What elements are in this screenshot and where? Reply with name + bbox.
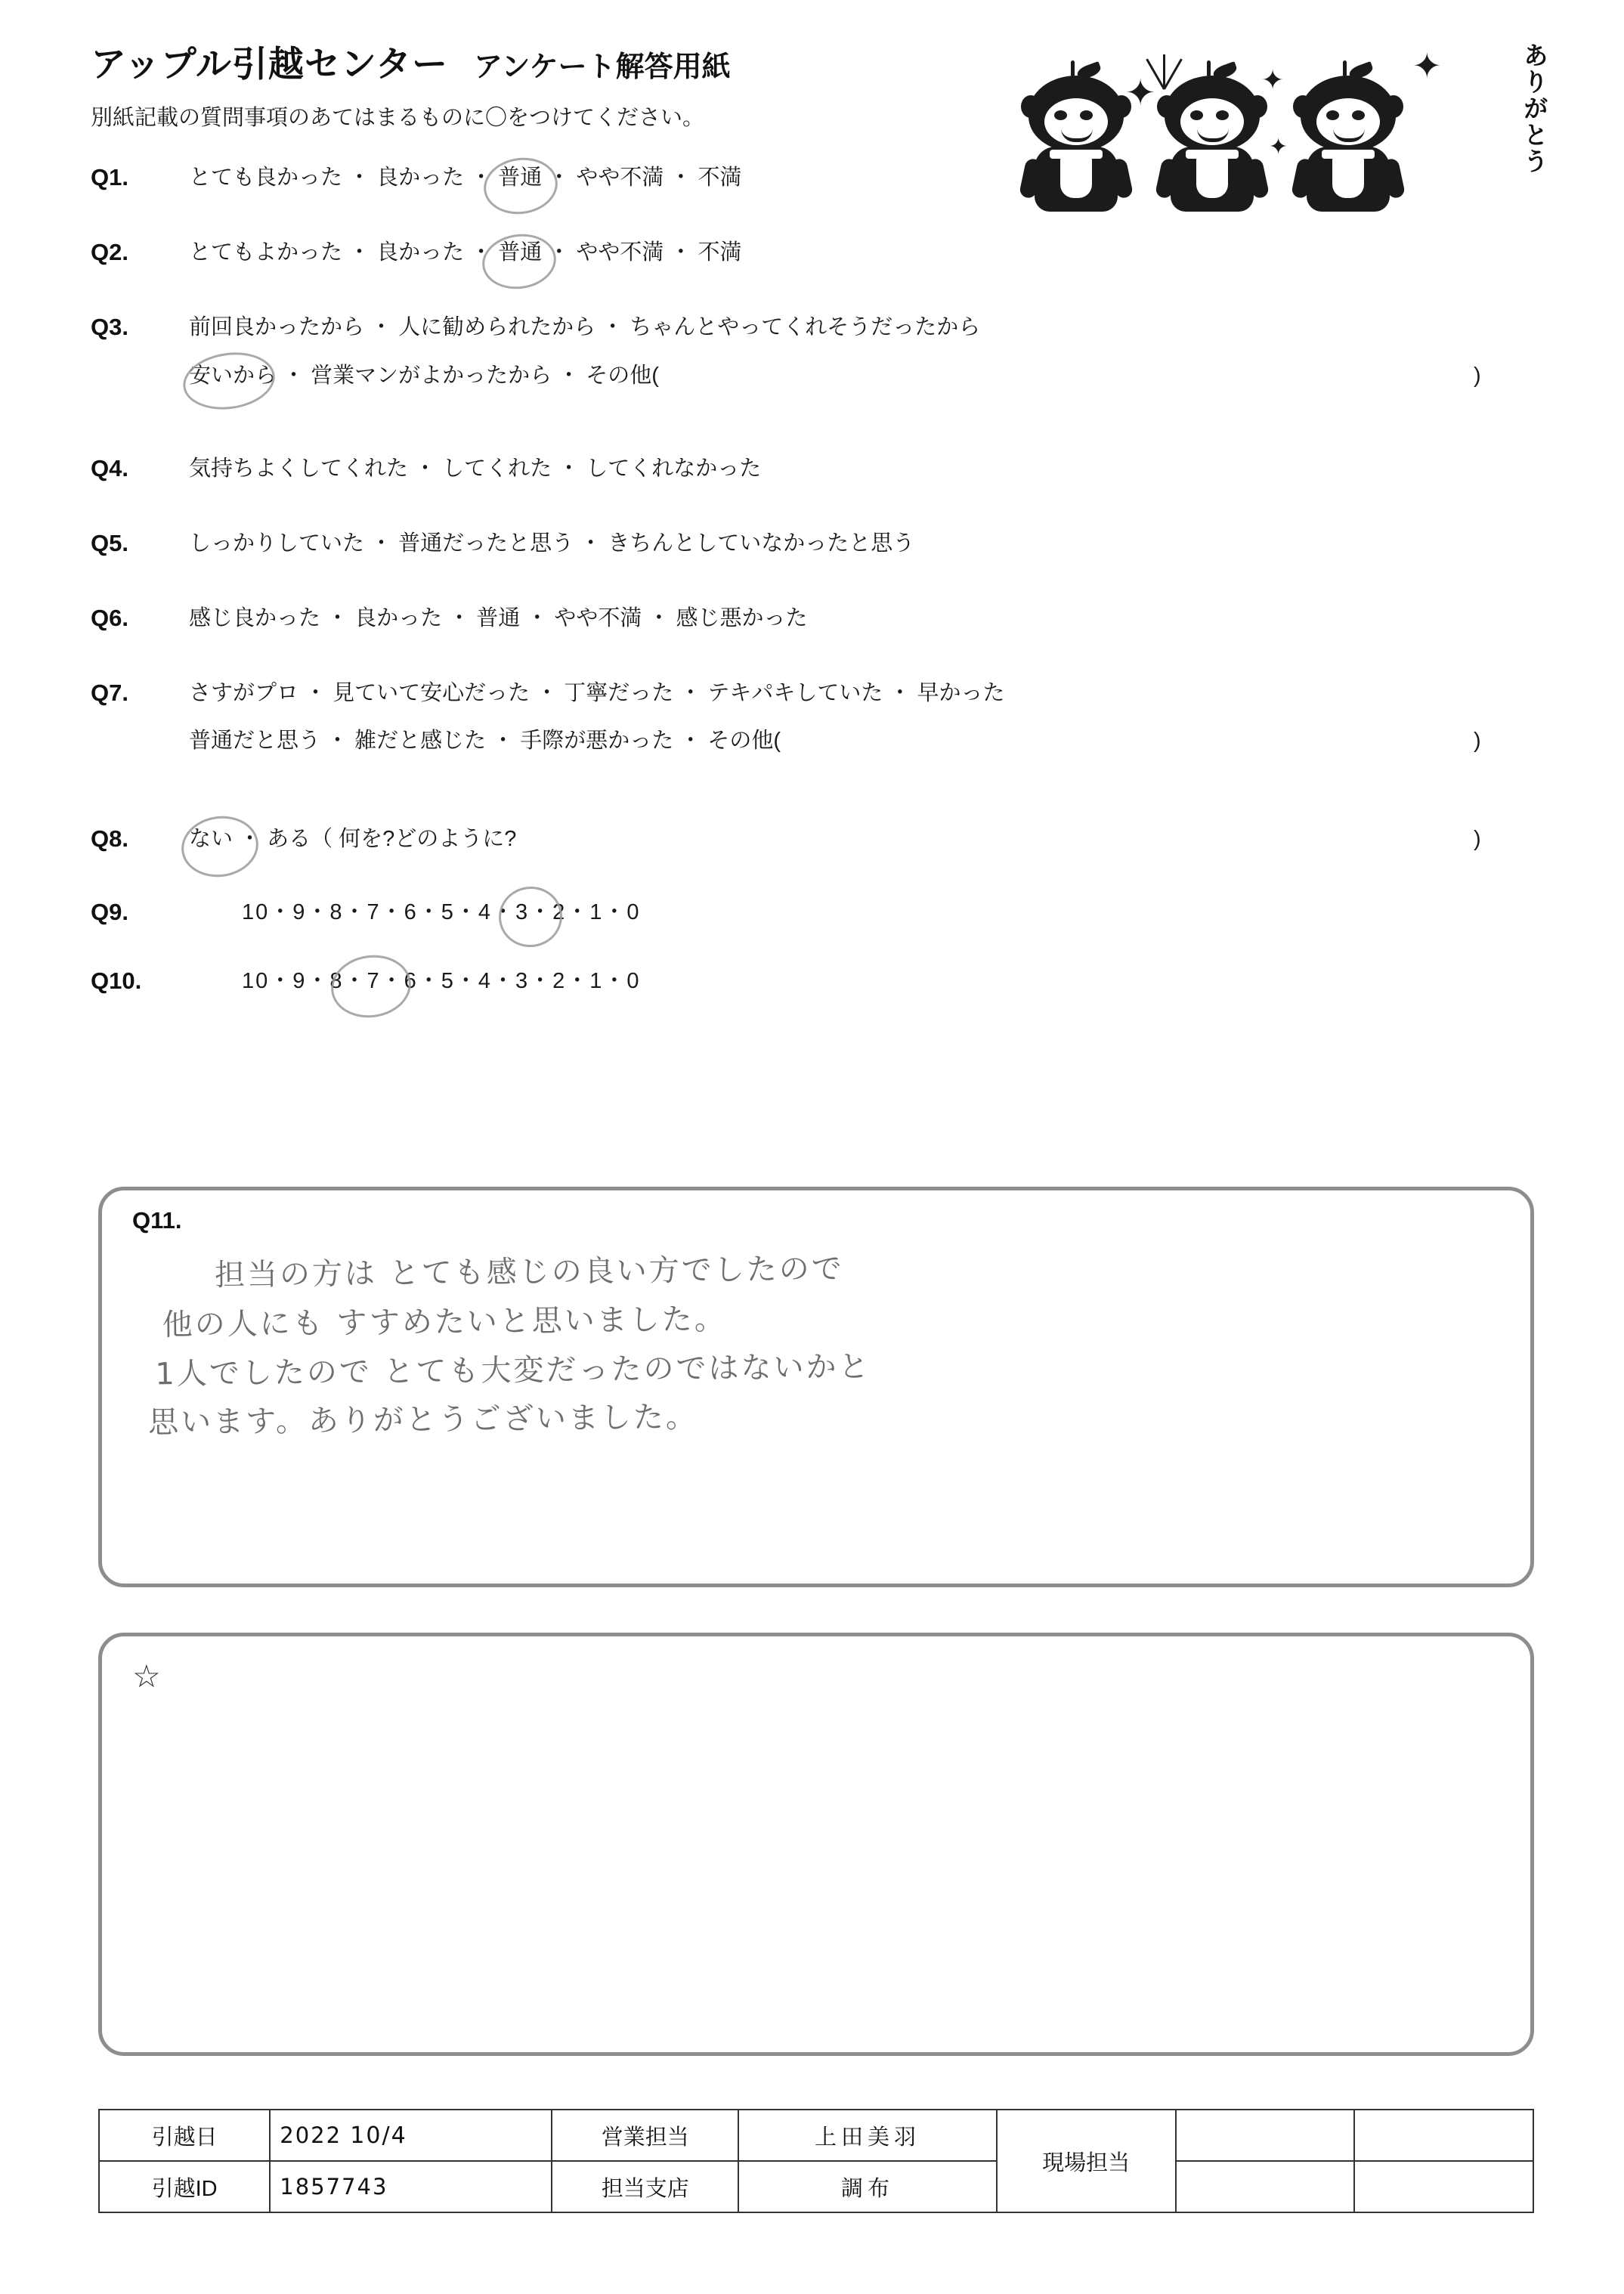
question-label: Q3. bbox=[91, 314, 128, 341]
question-options[interactable]: しっかりしていた ・ 普通だったと思う ・ きちんとしていなかったと思う bbox=[189, 531, 915, 556]
question-label: Q8. bbox=[91, 825, 128, 852]
question-options[interactable]: とても良かった ・ 良かった ・ 普通 ・ やや不満 ・ 不満 bbox=[189, 166, 742, 190]
question-q3 bbox=[91, 312, 1527, 391]
table-row bbox=[99, 2161, 1533, 2212]
question-options-line2[interactable]: 安いから ・ 営業マンがよかったから ・ その他( bbox=[189, 363, 659, 388]
question-options[interactable]: とてもよかった ・ 良かった ・ 普通 ・ やや不満 ・ 不満 bbox=[189, 240, 742, 265]
questions-list bbox=[91, 163, 1527, 1000]
answer-paren-close: ) bbox=[1474, 826, 1481, 851]
question-label: Q1. bbox=[91, 164, 128, 190]
move-date-day: 10/4 bbox=[350, 2122, 407, 2149]
move-date-year: 2022 bbox=[280, 2122, 342, 2148]
question-q7 bbox=[91, 678, 1527, 757]
question-label: Q5. bbox=[91, 529, 128, 556]
question-label: Q10. bbox=[91, 967, 142, 994]
sparkle-icon: ✦ bbox=[1269, 135, 1288, 159]
question-options[interactable]: 前回良かったから ・ 人に勧められたから ・ ちゃんとやってくれそうだったから bbox=[189, 315, 981, 340]
question-options[interactable]: 気持ちよくしてくれた ・ してくれた ・ してくれなかった bbox=[189, 456, 762, 481]
table-row bbox=[99, 2110, 1533, 2161]
extra-cell[interactable] bbox=[1354, 2161, 1533, 2212]
handwriting-line: 担当の方は とても感じの良い方でしたので bbox=[214, 1251, 844, 1293]
move-id-label: 引越ID bbox=[99, 2161, 270, 2212]
move-id-value: 1857743 bbox=[270, 2161, 552, 2212]
question-q5 bbox=[91, 528, 1527, 559]
sparkle-icon: ✦ bbox=[1261, 64, 1285, 95]
question-q6 bbox=[91, 603, 1527, 634]
question-label: Q4. bbox=[91, 454, 128, 481]
question-options[interactable]: さすがプロ ・ 見ていて安心だった ・ 丁寧だった ・ テキパキしていた ・ 早かった bbox=[189, 681, 1005, 706]
question-options-line2[interactable]: 普通だと思う ・ 雑だと感じた ・ 手際が悪かった ・ その他( bbox=[189, 729, 781, 754]
question-q1 bbox=[91, 163, 1527, 193]
page-title: アンケート解答用紙 bbox=[473, 51, 731, 83]
handwriting-line: 1人でしたので とても大変だったのではないかと bbox=[155, 1348, 871, 1392]
question-label: Q9. bbox=[91, 898, 128, 925]
sparkle-icon: ✦ bbox=[1412, 46, 1442, 85]
question-q10 bbox=[91, 966, 1527, 997]
rating-scale[interactable]: 10・9・8・7・6・5・4・3・2・1・0 bbox=[242, 968, 641, 993]
question-label: Q7. bbox=[91, 680, 128, 707]
question-q9 bbox=[91, 897, 1527, 928]
sales-value: 上田美羽 bbox=[738, 2110, 996, 2161]
sparkle-icon: ✦ bbox=[1125, 73, 1156, 113]
free-comment-box[interactable] bbox=[98, 1633, 1534, 2056]
handwriting-line: 思います。ありがとうございました。 bbox=[147, 1400, 699, 1441]
question-q2 bbox=[91, 237, 1527, 268]
thanks-text: ありがとう bbox=[1520, 42, 1548, 175]
star-icon: ☆ bbox=[132, 1658, 161, 1694]
instruction-text: 別紙記載の質問事項のあてはまるものに〇をつけてください。 bbox=[91, 106, 705, 130]
footer-info-table bbox=[98, 2109, 1534, 2213]
handwriting-line: 他の人にも すすめたいと思いました。 bbox=[162, 1302, 728, 1343]
move-date-value bbox=[270, 2110, 552, 2161]
extra-cell[interactable] bbox=[1354, 2110, 1533, 2161]
question-label: Q11. bbox=[132, 1207, 182, 1234]
question-label: Q6. bbox=[91, 605, 128, 632]
question-q4 bbox=[91, 454, 1527, 484]
handwritten-comment bbox=[147, 1238, 1509, 1448]
branch-value: 調布 bbox=[738, 2161, 996, 2212]
site-label: 現場担当 bbox=[997, 2110, 1176, 2212]
rating-scale[interactable]: 10・9・8・7・6・5・4・3・2・1・0 bbox=[242, 899, 641, 924]
question-label: Q2. bbox=[91, 239, 128, 266]
extra-cell[interactable] bbox=[1176, 2161, 1355, 2212]
move-date-label: 引越日 bbox=[99, 2110, 270, 2161]
question-options[interactable]: 感じ良かった ・ 良かった ・ 普通 ・ やや不満 ・ 感じ悪かった bbox=[189, 606, 808, 631]
site-value-cell[interactable] bbox=[1176, 2110, 1355, 2161]
question-options[interactable]: ない ・ ある（ 何を?どのように? bbox=[189, 826, 517, 851]
sparkle-icon: ✦ bbox=[1104, 150, 1121, 172]
answer-paren-close: ) bbox=[1474, 729, 1481, 754]
sales-label: 営業担当 bbox=[552, 2110, 738, 2161]
document-header bbox=[91, 36, 1149, 132]
comment-box[interactable] bbox=[98, 1187, 1534, 1587]
question-q8 bbox=[91, 824, 1527, 855]
branch-label: 担当支店 bbox=[552, 2161, 738, 2212]
company-brand: アップル引越センター bbox=[91, 44, 448, 84]
answer-paren-close: ) bbox=[1474, 363, 1481, 388]
